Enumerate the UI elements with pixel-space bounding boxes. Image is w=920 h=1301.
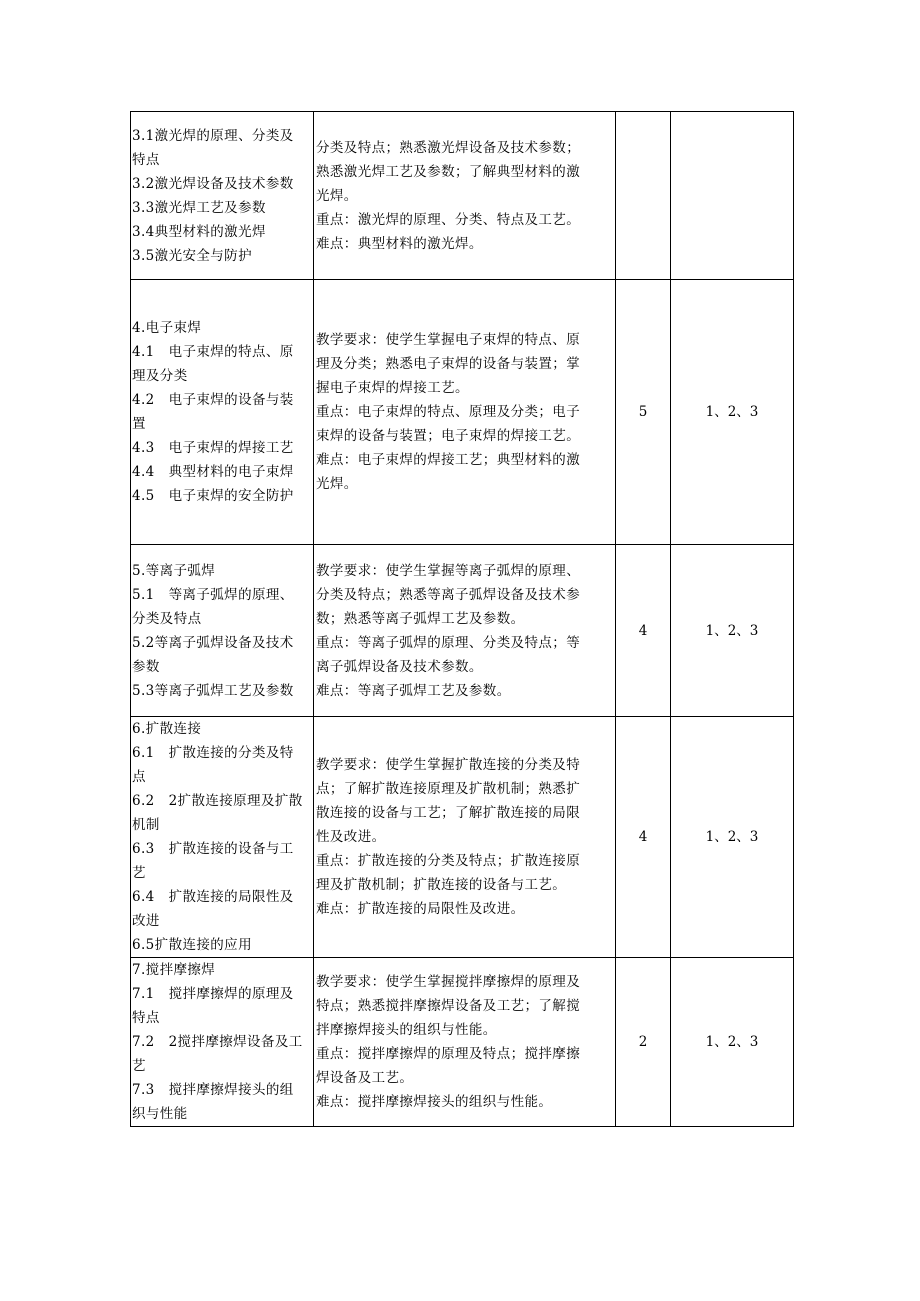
requirements-cell	[314, 545, 616, 717]
requirement-line: 理及扩散机制；扩散连接的设备与工艺。	[316, 877, 567, 893]
topic-line: 理及分类	[132, 368, 188, 384]
requirement-line: 教学要求：使学生掌握搅拌摩擦焊的原理及	[316, 974, 581, 990]
requirements-text	[316, 136, 612, 256]
topic-line: 5.等离子弧焊	[132, 562, 216, 579]
hours-cell: 2	[616, 958, 671, 1127]
requirement-line: 数；熟悉等离子弧焊工艺及参数。	[316, 610, 525, 627]
requirement-line: 重点：等离子弧焊的原理、分类及特点；等	[316, 634, 581, 651]
topic-line: 7.2 2搅拌摩擦焊设备及工	[132, 1034, 303, 1050]
requirement-line: 光焊。	[316, 187, 358, 204]
requirements-cell	[314, 280, 616, 545]
objectives-cell: 1、2、3	[671, 958, 794, 1127]
topic-line: 4.1 电子束焊的特点、原	[132, 344, 294, 360]
topic-line: 特点	[132, 151, 160, 168]
topic-line: 4.5 电子束焊的安全防护	[132, 488, 294, 504]
topics-cell	[131, 112, 314, 280]
requirements-cell	[314, 958, 616, 1127]
table-row	[131, 112, 794, 280]
topic-line: 3.5激光安全与防护	[132, 247, 252, 264]
topic-line: 参数	[132, 658, 160, 675]
topic-line: 5.1 等离子弧焊的原理、	[132, 586, 294, 603]
requirement-line: 握电子束焊的焊接工艺。	[316, 380, 469, 396]
requirement-line: 理及分类；熟悉电子束焊的设备与装置；掌	[316, 356, 581, 372]
table-body	[131, 112, 794, 1127]
topic-line: 3.1激光焊的原理、分类及	[132, 127, 294, 144]
topic-line: 点	[132, 769, 146, 785]
table-row	[131, 717, 794, 958]
hours-cell: 4	[616, 717, 671, 958]
topic-line: 6.3 扩散连接的设备与工	[132, 841, 294, 857]
topic-line: 4.电子束焊	[132, 320, 202, 336]
topic-line: 改进	[132, 913, 160, 929]
objectives-cell: 1、2、3	[671, 545, 794, 717]
requirement-line: 难点：搅拌摩擦焊接头的组织与性能。	[316, 1094, 553, 1110]
topic-line: 7.搅拌摩擦焊	[132, 962, 216, 978]
requirement-line: 性及改进。	[316, 829, 386, 845]
topics-list	[132, 124, 313, 268]
requirement-line: 重点：激光焊的原理、分类、特点及工艺。	[316, 211, 581, 228]
objectives-cell	[671, 112, 794, 280]
requirement-line: 分类及特点；熟悉激光焊设备及技术参数；	[316, 139, 581, 156]
requirement-line: 重点：电子束焊的特点、原理及分类；电子	[316, 404, 581, 420]
topic-line: 分类及特点	[132, 610, 202, 627]
requirement-line: 重点：扩散连接的分类及特点；扩散连接原	[316, 853, 581, 869]
topic-line: 织与性能	[132, 1106, 188, 1122]
objectives-cell: 1、2、3	[671, 717, 794, 958]
topic-line: 6.1 扩散连接的分类及特	[132, 745, 294, 761]
table-row	[131, 958, 794, 1127]
topic-line: 7.3 搅拌摩擦焊接头的组	[132, 1082, 294, 1098]
requirements-cell	[314, 112, 616, 280]
topics-list	[132, 559, 313, 703]
hours-cell: 5	[616, 280, 671, 545]
topic-line: 3.4典型材料的激光焊	[132, 223, 266, 240]
requirements-text	[316, 559, 612, 703]
topic-line: 6.4 扩散连接的局限性及	[132, 889, 294, 905]
requirement-line: 难点：电子束焊的焊接工艺；典型材料的激	[316, 452, 581, 468]
requirement-line: 教学要求：使学生掌握扩散连接的分类及特	[316, 757, 581, 773]
requirements-text	[316, 753, 612, 921]
topic-line: 机制	[132, 817, 160, 833]
topic-line: 4.2 电子束焊的设备与装	[132, 392, 294, 408]
requirement-line: 束焊的设备与装置；电子束焊的焊接工艺。	[316, 428, 581, 444]
requirement-line: 拌摩擦焊接头的组织与性能。	[316, 1022, 497, 1038]
hours-cell: 4	[616, 545, 671, 717]
requirements-text	[316, 328, 612, 496]
topic-line: 5.3等离子弧焊工艺及参数	[132, 682, 294, 699]
requirements-text	[316, 970, 612, 1114]
topic-line: 5.2等离子弧焊设备及技术	[132, 634, 294, 651]
topics-list	[132, 958, 313, 1126]
requirement-line: 焊设备及工艺。	[316, 1070, 414, 1086]
requirement-line: 散连接的设备与工艺；了解扩散连接的局限	[316, 805, 581, 821]
topic-line: 特点	[132, 1010, 160, 1026]
topic-line: 4.4 典型材料的电子束焊	[132, 464, 294, 480]
topic-line: 7.1 搅拌摩擦焊的原理及	[132, 986, 294, 1002]
table-row	[131, 545, 794, 717]
requirement-line: 教学要求：使学生掌握电子束焊的特点、原	[316, 332, 581, 348]
requirement-line: 点；了解扩散连接原理及扩散机制；熟悉扩	[316, 781, 581, 797]
requirement-line: 重点：搅拌摩擦焊的原理及特点；搅拌摩擦	[316, 1046, 581, 1062]
topics-list	[132, 717, 313, 957]
requirement-line: 熟悉激光焊工艺及参数；了解典型材料的激	[316, 163, 581, 180]
topic-line: 6.5扩散连接的应用	[132, 937, 252, 953]
topic-line: 置	[132, 416, 146, 432]
topics-cell	[131, 545, 314, 717]
topic-line: 3.2激光焊设备及技术参数	[132, 175, 294, 192]
syllabus-table	[130, 111, 794, 1127]
requirement-line: 特点；熟悉搅拌摩擦焊设备及工艺；了解搅	[316, 998, 581, 1014]
topic-line: 3.3激光焊工艺及参数	[132, 199, 266, 216]
objectives-cell: 1、2、3	[671, 280, 794, 545]
requirement-line: 难点：典型材料的激光焊。	[316, 235, 483, 252]
requirement-line: 教学要求：使学生掌握等离子弧焊的原理、	[316, 562, 581, 579]
topic-line: 艺	[132, 865, 146, 881]
hours-cell	[616, 112, 671, 280]
topics-cell	[131, 280, 314, 545]
topic-line: 6.扩散连接	[132, 721, 202, 737]
requirement-line: 离子弧焊设备及技术参数。	[316, 658, 483, 675]
requirement-line: 难点：等离子弧焊工艺及参数。	[316, 682, 511, 699]
topics-cell	[131, 717, 314, 958]
requirements-cell	[314, 717, 616, 958]
topic-line: 4.3 电子束焊的焊接工艺	[132, 440, 294, 456]
table-row	[131, 280, 794, 545]
requirement-line: 光焊。	[316, 476, 358, 492]
topic-line: 6.2 2扩散连接原理及扩散	[132, 793, 303, 809]
topic-line: 艺	[132, 1058, 146, 1074]
topics-cell	[131, 958, 314, 1127]
requirement-line: 难点：扩散连接的局限性及改进。	[316, 901, 525, 917]
requirement-line: 分类及特点；熟悉等离子弧焊设备及技术参	[316, 586, 581, 603]
topics-list	[132, 316, 313, 508]
